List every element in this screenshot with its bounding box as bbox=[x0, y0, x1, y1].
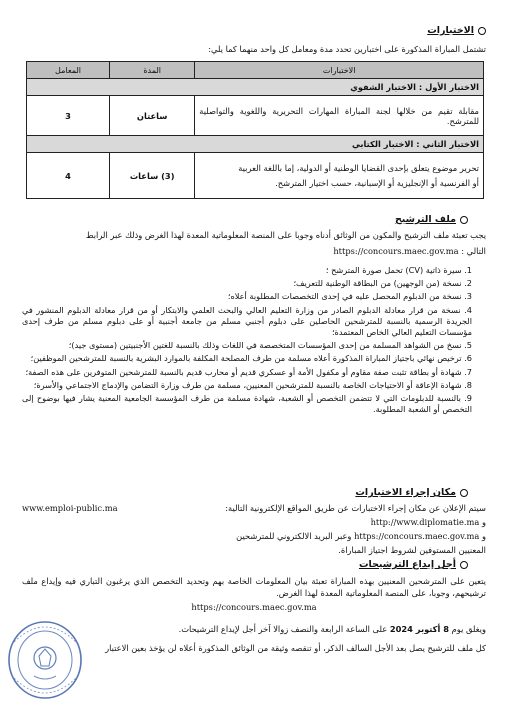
exams-intro: تشتمل المباراة المذكورة على اختبارين تحدد مدة ومعامل كل واحد منهما كما يلي: bbox=[208, 44, 486, 54]
list-item: 2. نسخة (من الوجهين) من البطاقة الوطنية للتعريف؛ bbox=[293, 278, 472, 289]
header-coef: المعامل bbox=[27, 62, 110, 79]
written-exam-coef: 4 bbox=[27, 153, 110, 199]
exams-table bbox=[26, 61, 484, 199]
list-item: 3. نسخة من الدبلوم المحصل عليه في إحدى التخصصات المطلوبة أعلاه؛ bbox=[227, 291, 472, 302]
documents-list bbox=[22, 265, 486, 417]
circle-bullet-icon bbox=[478, 27, 486, 35]
deadline-paragraph-3: كل ملف للترشيح يصل بعد الأجل السالف الذكر، أو تنقصه وثيقة من الوثائق المذكورة أعلاه لن يؤخذ بعين الاعتبار bbox=[105, 643, 486, 653]
application-intro: يجب تعبئة ملف الترشيح والمكون من الوثائق أدناه وجوبا على المنصة المعلوماتية المعدة لهذا الغرض وذلك عبر الرابط bbox=[85, 230, 486, 240]
list-item: 7. شهادة أو بطاقة تثبت صفة مقاوم أو مكفول الأمة أو عسكري قديم أو محارب قديم بالنسبة للمترشحين المتوفرين على هذه الصفة؛ bbox=[25, 366, 472, 377]
exams-title: الاختبارات bbox=[427, 25, 486, 36]
location-line2: و http://www.diplomatie.ma bbox=[370, 517, 486, 527]
diplomatie-link[interactable]: http://www.diplomatie.ma bbox=[370, 517, 480, 527]
concours-link[interactable]: https://concours.maec.gov.ma bbox=[354, 531, 480, 541]
circle-bullet-icon bbox=[460, 561, 468, 569]
list-item: 4. نسخة من قرار معادلة الدبلوم الصادر من وزارة التعليم العالي والبحث العلمي والابتكار أو من قرار معادلة الدبلوم المنشور في الجريدة الرسمية بالنسبة للمترشحين الحاصلين على دبلوم أجنبي مسلم من جامعة أجنبية أو على دبلوم مسلم من طرف إحدى مؤسسات التعليم العالي الخاص المعتمدة؛ bbox=[22, 304, 472, 338]
application-link-line: التالي : https://concours.maec.gov.ma bbox=[333, 246, 486, 256]
emploi-public-link[interactable]: www.emploi-public.ma bbox=[22, 503, 118, 513]
deadline-title: أجل إيداع الترشيحات bbox=[359, 559, 468, 570]
header-duration: المدة bbox=[110, 62, 195, 79]
written-exam-duration: (3) ساعات bbox=[110, 153, 195, 199]
oral-exam-label: الاختبار الأول : الاختبار الشفوي bbox=[27, 79, 484, 96]
concours-link[interactable]: https://concours.maec.gov.ma bbox=[333, 246, 459, 256]
oral-exam-coef: 3 bbox=[27, 96, 110, 136]
written-exam-label: الاختبار الثاني : الاختبار الكتابي bbox=[27, 136, 484, 153]
circle-bullet-icon bbox=[460, 216, 468, 224]
oral-exam-description: مقابلة تقيم من خلالها لجنة المباراة المهارات التحريرية واللغوية والتواصلية للمترشح. bbox=[195, 96, 484, 136]
list-item: 9. بالنسبة للدبلومات التي لا تتضمن التخصص أو الشعبة، شهادة مسلمة من طرف المؤسسة الجامعية المعنية يشار فيها بوضوح إلى التخصص أو الشعبة المطلوبة. bbox=[22, 393, 472, 415]
written-exam-description: تحرير موضوع يتعلق بإحدى القضايا الوطنية أو الدولية، إما باللغة العربية أو الفرنسية أو الإنجليزية أو الإسبانية، حسب اختيار المترشح. bbox=[195, 153, 484, 199]
list-item: 5. نسخ من الشواهد المسلمة من إحدى المؤسسات المتخصصة في اللغات وذلك بالنسبة للغتين الأجنبيتين (مستوى جيد)؛ bbox=[68, 340, 472, 351]
location-line1: سيتم الإعلان عن مكان إجراء الاختبارات عن طريق المواقع الإلكترونية التالية: www.emploi-public.ma bbox=[22, 503, 486, 513]
deadline-date: 8 أكتوبر 2024 bbox=[389, 624, 449, 634]
header-tests: الاختبارات bbox=[195, 62, 484, 79]
location-line4: المعنيين المستوفين لشروط اجتياز المباراة. bbox=[338, 545, 486, 555]
list-item: 8. شهادة الإعاقة أو الاحتياجات الخاصة بالنسبة للمترشحين المعنيين، مسلمة من طرف وزارة التضامن والإدماج الاجتماعي والأسرة؛ bbox=[33, 379, 472, 390]
application-title: ملف الترشيح bbox=[395, 214, 468, 225]
official-stamp-icon bbox=[6, 616, 84, 700]
deadline-paragraph-2: ويغلق يوم 8 أكتوبر 2024 على الساعة الرابعة والنصف زوالا آخر أجل لإيداع الترشيحات. bbox=[178, 624, 486, 634]
location-line3: و https://concours.maec.gov.ma وعبر البريد الالكتروني للمترشحين bbox=[236, 531, 486, 541]
concours-link[interactable]: https://concours.maec.gov.ma bbox=[191, 602, 317, 612]
oral-exam-duration: ساعتان bbox=[110, 96, 195, 136]
circle-bullet-icon bbox=[460, 489, 468, 497]
list-item: 1. سيرة ذاتية (CV) تحمل صورة المترشح ؛ bbox=[325, 265, 472, 275]
list-item: 6. ترخيص نهائي باجتياز المباراة المذكورة أعلاه مسلمة من طرف المصلحة المكلفة بالموارد البشرية بالنسبة للمترشحين الموظفين؛ bbox=[30, 353, 472, 364]
deadline-paragraph-1: يتعين على المترشحين المعنيين بهذه المباراة تعبئة بيان المعلومات الخاصة بهم وتحديد التخصص الذي يرغبون التباري فيه وإيداع ملف ترشيحهم، وجوبا، على المنصة المعلوماتية المعدة لهذا الغرض. bbox=[22, 576, 486, 598]
location-title: مكان إجراء الاختبارات bbox=[355, 487, 468, 498]
deadline-link-line bbox=[22, 601, 486, 613]
